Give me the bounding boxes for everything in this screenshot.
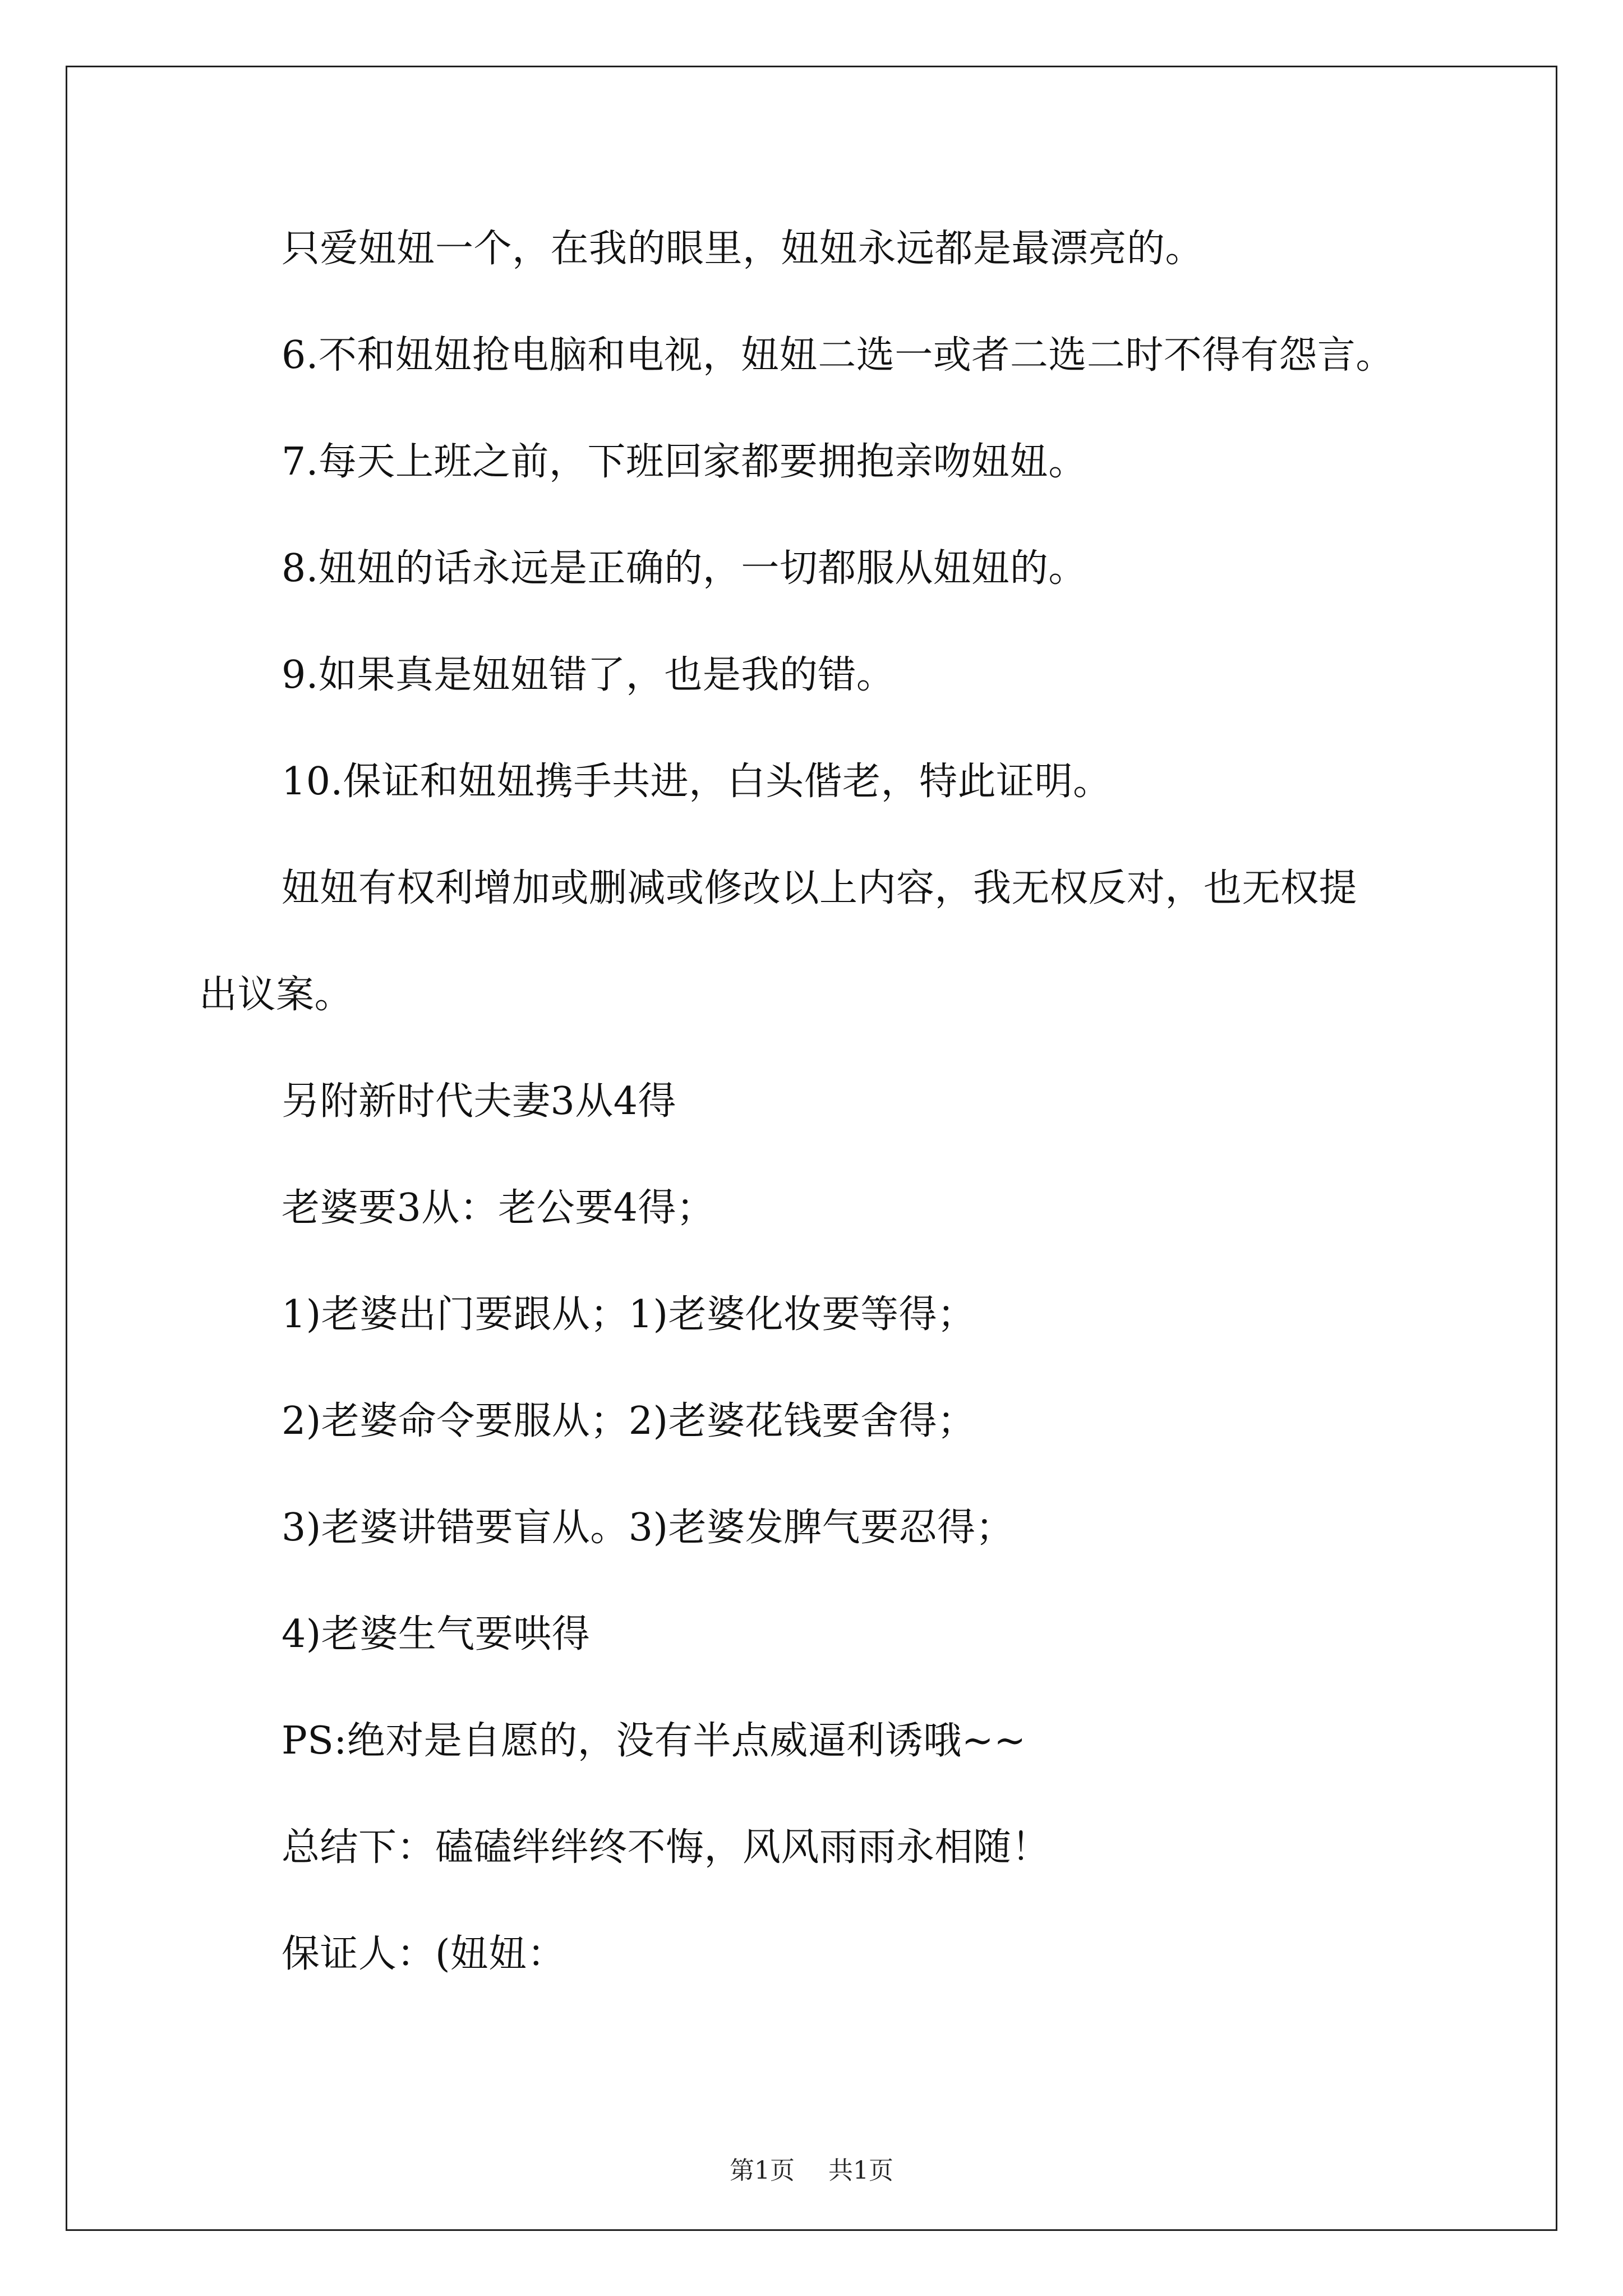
paragraph-line: PS:绝对是自愿的，没有半点威逼利诱哦~~: [282, 1719, 1026, 1763]
paragraph-line: 妞妞有权利增加或删减或修改以上内容，我无权反对，也无权提: [282, 866, 1358, 910]
paragraph-line: 10.保证和妞妞携手共进，白头偕老，特此证明。: [282, 760, 1112, 804]
page-number: 第1页: [730, 2156, 795, 2185]
paragraph-line: 6.不和妞妞抢电脑和电视，妞妞二选一或者二选二时不得有怨言。: [282, 333, 1394, 378]
page-footer: [0, 2156, 1623, 2185]
paragraph-line: 8.妞妞的话永远是正确的，一切都服从妞妞的。: [282, 546, 1087, 591]
page-total: 共1页: [828, 2156, 893, 2185]
paragraph-line: 总结下：磕磕绊绊终不悔，风风雨雨永相随！: [282, 1825, 1050, 1870]
paragraph-line: 另附新时代夫妻3从4得: [282, 1079, 677, 1124]
paragraph-line: 1)老婆出门要跟从；1)老婆化妆要等得；: [282, 1292, 976, 1337]
paragraph-line: 4)老婆生气要哄得: [282, 1612, 591, 1657]
paragraph-line: 9.如果真是妞妞错了，也是我的错。: [282, 653, 895, 697]
paragraph-line: 老婆要3从：老公要4得；: [282, 1186, 715, 1230]
paragraph-line: 只爱妞妞一个，在我的眼里，妞妞永远都是最漂亮的。: [282, 227, 1204, 271]
paragraph-line: 3)老婆讲错要盲从。3)老婆发脾气要忍得；: [282, 1506, 1015, 1550]
paragraph-line: 保证人：(妞妞：: [282, 1932, 566, 1976]
paragraph-line: 2)老婆命令要服从；2)老婆花钱要舍得；: [282, 1399, 976, 1443]
paragraph-line: 出议案。: [199, 973, 353, 1017]
paragraph-line: 7.每天上班之前，下班回家都要拥抱亲吻妞妞。: [282, 440, 1087, 484]
